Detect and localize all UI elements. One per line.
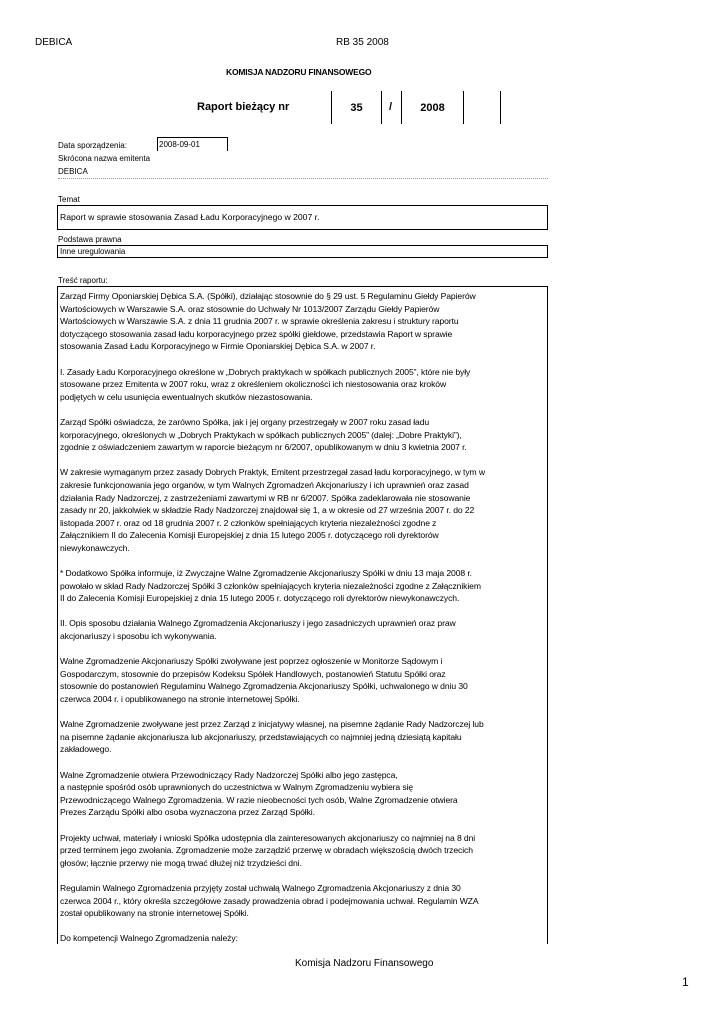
report-year: 2008 bbox=[401, 91, 464, 124]
report-separator: / bbox=[389, 101, 393, 113]
content-box bbox=[57, 286, 548, 944]
issuer-value: DEBICA bbox=[58, 167, 88, 176]
topic-label: Temat bbox=[58, 195, 80, 204]
date-value: 2008-09-01 bbox=[157, 137, 228, 151]
issuer-divider bbox=[58, 178, 548, 179]
header-issuer: DEBICA bbox=[35, 37, 73, 48]
content-label: Treść raportu: bbox=[58, 276, 108, 285]
page-number: 1 bbox=[682, 975, 689, 989]
legal-basis-label: Podstawa prawna bbox=[58, 235, 122, 244]
topic-value: Raport w sprawie stosowania Zasad Ładu Korporacyjnego w 2007 r. bbox=[57, 205, 548, 230]
report-number: 35 bbox=[331, 91, 382, 124]
footer-commission: Komisja Nadzoru Finansowego bbox=[295, 958, 434, 969]
commission-title: KOMISJA NADZORU FINANSOWEGO bbox=[226, 67, 372, 77]
content-text: Zarząd Firmy Oponiarskiej Dębica S.A. (Spółki), działając stosownie do § 29 ust. 5 Regulaminu Giełdy Papierów Wartościowych w Warszawie S.A. oraz stosownie do Uchwały Nr 1013/2007 Zarządu Giełdy Papierów Wartościowych w Warszawie S.A. z dnia 11 grudnia 2007 r. w sprawie określenia zakresu i struktury raportu dotyczącego stosowania zasad ładu korporacyjnego przez spółki giełdowe, przedstawia Raport w sprawie stosowania Zasad Ładu Korporacyjnego w Firmie Oponiarskiej Dębica S.A. w 2007 r. I. Zasady Ładu Korporacyjnego określone w „Dobrych praktykach w spółkach publicznych 2005”, które nie były stosowane przez Emitenta w 2007 roku, wraz z określeniem okoliczności ich niestosowania oraz kroków podjętych w celu usunięcia ewentualnych skutków niezastosowania. Zarząd Spółki oświadcza, że zarówno Spółka, jak i jej organy przestrzegały w 2007 roku zasad ładu korporacyjnego, określonych w „Dobrych Praktykach w spółkach publicznych 2005” (dalej: „Dobre Praktyki”), zgodnie z oświadczeniem zawartym w raporcie bieżącym nr 6/2007, opublikowanym w dniu 3 kwietnia 2007 r. W zakresie wymaganym przez zasady Dobrych Praktyk, Emitent przestrzegał zasad ładu korporacyjnego, w tym w zakresie funkcjonowania jego organów, w tym Walnych Zgromadzeń Akcjonariuszy i ich uprawnień oraz zasad działania Rady Nadzorczej, z zastrzeżeniami zawartymi w RB nr 6/2007. Spółka zadeklarowała nie stosowanie zasady nr 20, jakkolwiek w składzie Rady Nadzorczej znajdował się 1, a w okresie od 27 września 2007 r. do 22 listopada 2007 r. oraz od 18 grudnia 2007 r. 2 członków spełniających kryteria niezależności zgodne z Załącznikiem II do Zalecenia Komisji Europejskiej z dnia 15 lutego 2005 r. dotyczącego roli dyrektorów niewykonawczych. * Dodatkowo Spółka informuje, iż Zwyczajne Walne Zgromadzenie Akcjonariuszy Spółki w dniu 13 maja 2008 r. powołało w skład Rady Nadzorczej Spółki 3 członków spełniających kryteria niezależności zgodne z Załącznikiem II do Zalecenia Komisji Europejskiej z dnia 15 lutego 2005 r. dotyczącego roli dyrektorów niewykonawczych. II. Opis sposobu działania Walnego Zgromadzenia Akcjonariuszy i jego zasadniczych uprawnień oraz praw akcjonariuszy i sposobu ich wykonywania. Walne Zgromadzenie Akcjonariuszy Spółki zwoływane jest poprzez ogłoszenie w Monitorze Sądowym i Gospodarczym, stosownie do przepisów Kodeksu Spółek Handlowych, postanowień Statutu Spółki oraz stosownie do postanowień Regulaminu Walnego Zgromadzenia Akcjonariuszy Spółki, uchwalonego w dniu 30 czerwca 2004 r. i opublikowanego na stronie internetowej Spółki. Walne Zgromadzenie zwoływane jest przez Zarząd z inicjatywy własnej, na pisemne żądanie Rady Nadzorczej lub na pisemne żądanie akcjonariusza lub akcjonariuszy, przedstawiających co najmniej jedną dziesiątą kapitału zakładowego. Walne Zgromadzenie otwiera Przewodniczący Rady Nadzorczej Spółki albo jego zastępca, a następnie spośród osób uprawnionych do uczestnictwa w Walnym Zgromadzeniu wybiera się Przewodniczącego Walnego Zgromadzenia. W razie nieobecności tych osób, Walne Zgromadzenie otwiera Prezes Zarządu Spółki albo osoba wyznaczona przez Zarząd Spółki. Projekty uchwał, materiały i wnioski Spółka udostępnia dla zainteresowanych akcjonariuszy co najmniej na 8 dni przed terminem jego zwołania. Zgromadzenie może zarządzić przerwę w obradach większością dwóch trzecich głosów; łącznie przerwy nie mogą trwać dłużej niż trzydzieści dni. Regulamin Walnego Zgromadzenia przyjęty został uchwałą Walnego Zgromadzenia Akcjonariuszy z dnia 30 czerwca 2004 r., który określa szczegółowe zasady prowadzenia obrad i podejmowania uchwał. Regulamin WZA został opublikowany na stronie internetowej Spółki. Do kompetencji Walnego Zgromadzenia należy: bbox=[60, 291, 485, 944]
report-label: Raport bieżący nr bbox=[197, 101, 290, 113]
date-label: Data sporządzenia: bbox=[58, 141, 127, 150]
report-empty-cell bbox=[463, 91, 501, 124]
issuer-label: Skrócona nazwa emitenta bbox=[58, 154, 151, 163]
header-report-id: RB 35 2008 bbox=[336, 37, 389, 48]
legal-basis-value: Inne uregulowania bbox=[57, 245, 548, 258]
